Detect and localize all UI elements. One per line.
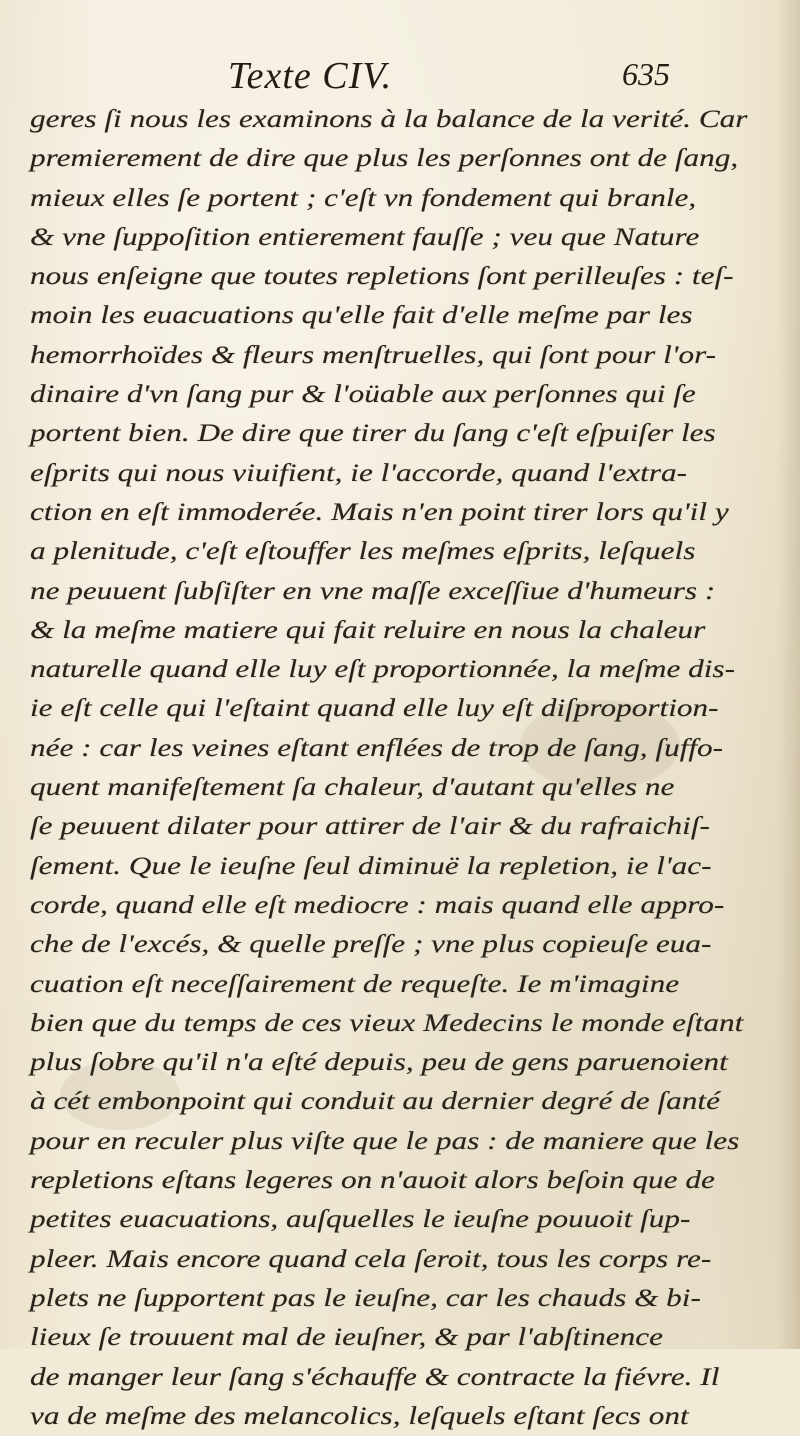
- text-line: a plenitude, c'eſt eſtouffer les meſmes eſprits, leſquels: [30, 538, 696, 566]
- text-line: eſprits qui nous viuifient, ie l'accorde, quand l'extra-: [30, 459, 688, 487]
- running-title: Texte CIV.: [228, 55, 393, 97]
- text-line: lieux ſe trouuent mal de ieuſner, & par l'abſtinence: [30, 1324, 664, 1352]
- page-header: [0, 48, 800, 98]
- text-line: petites euacuations, auſquelles le ieuſne pouuoit ſup-: [30, 1206, 691, 1234]
- text-line: dinaire d'vn ſang pur & l'oüable aux perſonnes qui ſe: [30, 381, 696, 409]
- text-line: plets ne ſupportent pas le ieuſne, car les chauds & bi-: [30, 1284, 701, 1312]
- text-line: premierement de dire que plus les perſonnes ont de ſang,: [30, 145, 739, 173]
- text-line: & vne ſuppoſition entierement fauſſe ; veu que Nature: [30, 223, 700, 251]
- text-line: ne peuuent ſubſiſter en vne maſſe exceſſiue d'humeurs :: [30, 577, 716, 605]
- page-number: 635: [622, 56, 670, 92]
- text-line: ction en eſt immoderée. Mais n'en point tirer lors qu'il y: [30, 498, 729, 526]
- text-line: ie eſt celle qui l'eſtaint quand elle luy eſt diſproportion-: [30, 695, 719, 723]
- text-line: corde, quand elle eſt mediocre : mais quand elle appro-: [30, 891, 725, 919]
- text-line: cuation eſt neceſſairement de requeſte. Ie m'imagine: [30, 970, 680, 998]
- text-line: portent bien. De dire que tirer du ſang c'eſt eſpuiſer les: [30, 420, 716, 448]
- text-line: hemorrhoïdes & fleurs menſtruelles, qui ſont pour l'or-: [30, 341, 717, 369]
- text-line: geres ſi nous les examinons à la balance de la verité. Car: [30, 106, 748, 133]
- text-line: pour en reculer plus viſte que le pas : de maniere que les: [30, 1127, 740, 1155]
- text-line: pleer. Mais encore quand cela ſeroit, tous les corps re-: [30, 1245, 712, 1273]
- text-line: moin les euacuations qu'elle fait d'elle meſme par les: [30, 302, 693, 330]
- text-line: nous enſeigne que toutes repletions ſont perilleuſes : teſ-: [30, 263, 734, 291]
- text-line: plus ſobre qu'il n'a eſté depuis, peu de gens paruenoient: [30, 1049, 728, 1077]
- text-line: à cét embonpoint qui conduit au dernier degré de ſanté: [30, 1088, 720, 1116]
- text-line: naturelle quand elle luy eſt proportionnée, la meſme dis-: [30, 656, 736, 684]
- text-line: bien que du temps de ces vieux Medecins le monde eſtant: [30, 1009, 744, 1037]
- text-line: mieux elles ſe portent ; c'eſt vn fondement qui branle,: [30, 184, 697, 212]
- text-line: de manger leur ſang s'échauffe & contracte la fiévre. Il: [30, 1363, 720, 1391]
- text-line: va de meſme des melancolics, leſquels eſtant ſecs ont: [30, 1402, 689, 1430]
- text-line: & la meſme matiere qui fait reluire en nous la chaleur: [30, 616, 706, 644]
- text-line: che de l'excés, & quelle preſſe ; vne plus copieuſe eua-: [30, 931, 712, 959]
- text-line: née : car les veines eſtant enflées de trop de ſang, ſuffo-: [30, 734, 724, 762]
- body-text: [30, 100, 790, 1436]
- text-line: ſement. Que le ieuſne ſeul diminuë la repletion, ie l'ac-: [30, 852, 712, 880]
- text-line: repletions eſtans legeres on n'auoit alors beſoin que de: [30, 1167, 715, 1195]
- text-line: ſe peuuent dilater pour attirer de l'air & du rafraichiſ-: [30, 813, 710, 841]
- text-line: quent manifeſtement ſa chaleur, d'autant qu'elles ne: [30, 774, 675, 802]
